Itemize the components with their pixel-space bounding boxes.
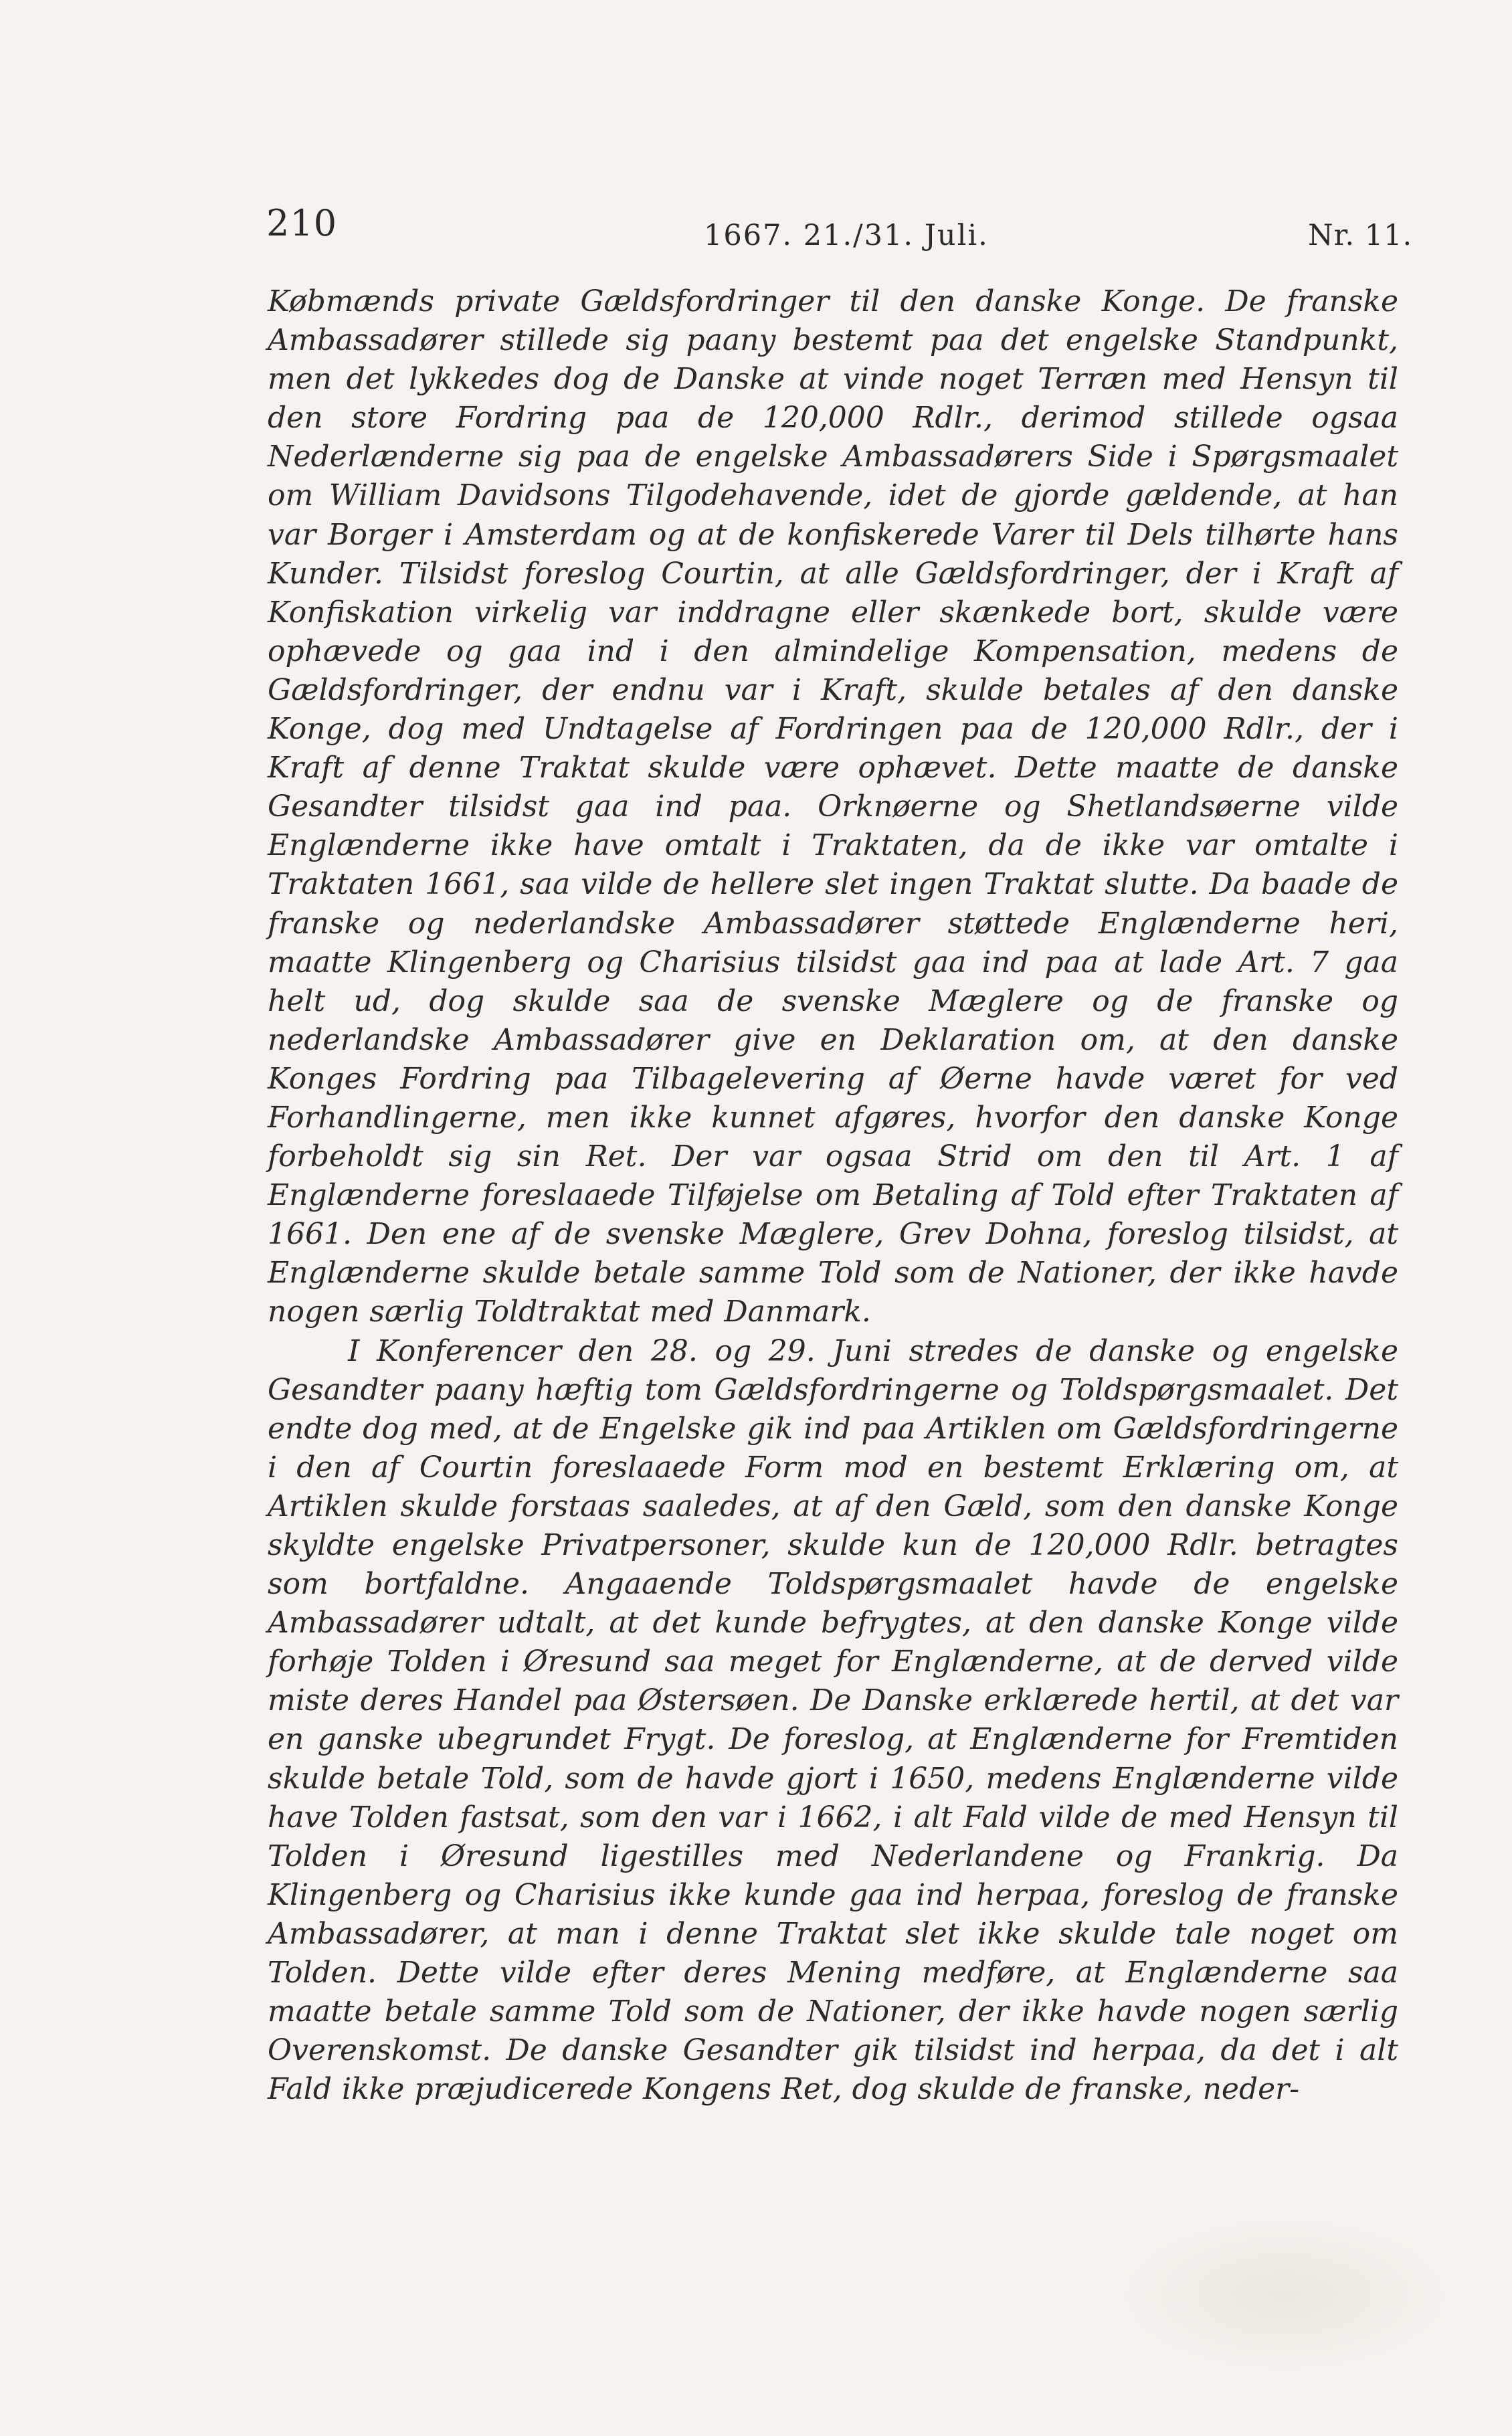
paragraph: I Konferencer den 28. og 29. Juni stredes de danske og engelske Gesandter paany hæftig tom Gældsfordringerne og Toldspørgsmaalet. Det endte dog med, at de Engelske gik ind paa Artiklen om Gældsfordringerne i den af Courtin foreslaaede Form mod en bestemt Erklæring om, at Artiklen skulde forstaas saaledes, at af den Gæld, som den danske Konge skyldte engelske Privatpersoner, skulde kun de 120,000 Rdlr. betragtes som bortfaldne. Angaaende Toldspørgsmaalet havde de engelske Ambassadører udtalt, at det kunde befrygtes, at den danske Konge vilde forhøje Tolden i Øresund saa meget for Englænderne, at de derved vilde miste deres Handel paa Østersøen. De Danske erklærede hertil, at det var en ganske ubegrundet Frygt. De foreslog, at Englænderne for Fremtiden skulde betale Told, som de havde gjort i 1650, medens Englænderne vilde have Tolden fastsat, som den var i 1662, i alt Fald vilde de med Hensyn til Tolden i Øresund ligestilles med Nederlandene og Frankrig. Da Klingenberg og Charisius ikke kunde gaa ind herpaa, foreslog de franske Ambassadører, at man i denne Traktat slet ikke skulde tale noget om Tolden. Dette vilde efter deres Mening medføre, at Englænderne saa maatte betale samme Told som de Nationer, der ikke havde nogen særlig Overenskomst. De danske Gesandter gik tilsidst ind herpaa, da det i alt Fald ikke præjudicerede Kongens Ret, dog skulde de franske, neder- [268, 1333, 1398, 2107]
paragraph: Købmænds private Gældsfordringer til den danske Konge. De franske Ambassadører stillede sig paany bestemt paa det engelske Standpunkt, men det lykkedes dog de Danske at vinde noget Terræn med Hensyn til den store Fordring paa de 120,000 Rdlr., derimod stillede ogsaa Nederlænderne sig paa de engelske Ambassadørers Side i Spørgsmaalet om William Davidsons Tilgodehavende, idet de gjorde gældende, at han var Borger i Amsterdam og at de konfiskerede Varer til Dels tilhørte hans Kunder. Tilsidst foreslog Courtin, at alle Gældsfordringer, der i Kraft af Konfiskation virkelig var inddragne eller skænkede bort, skulde være ophævede og gaa ind i den almindelige Kompensation, medens de Gældsfordringer, der endnu var i Kraft, skulde betales af den danske Konge, dog med Undtagelse af Fordringen paa de 120,000 Rdlr., der i Kraft af denne Traktat skulde være ophævet. Dette maatte de danske Gesandter tilsidst gaa ind paa. Orknøerne og Shetlandsøerne vilde Englænderne ikke have omtalt i Traktaten, da de ikke var omtalte i Traktaten 1661, saa vilde de hellere slet ingen Traktat slutte. Da baade de franske og nederlandske Ambassadører støttede Englænderne heri, maatte Klingenberg og Charisius tilsidst gaa ind paa at lade Art. 7 gaa helt ud, dog skulde saa de svenske Mæglere og de franske og nederlandske Ambassadører give en Deklaration om, at den danske Konges Fordring paa Tilbagelevering af Øerne havde været for ved Forhandlingerne, men ikke kunnet afgøres, hvorfor den danske Konge forbeholdt sig sin Ret. Der var ogsaa Strid om den til Art. 1 af Englænderne foreslaaede Tilføjelse om Betaling af Told efter Traktaten af 1661. Den ene af de svenske Mæglere, Grev Dohna, foreslog tilsidst, at Englænderne skulde betale samme Told som de Nationer, der ikke havde nogen særlig Toldtraktat med Danmark. [268, 284, 1398, 1329]
document-number: Nr. 11. [1308, 219, 1413, 252]
body-text [268, 282, 1398, 2109]
running-head: 1667. 21./31. Juli. [704, 219, 989, 252]
page-number: 210 [266, 202, 338, 244]
paper-stain [1097, 2208, 1472, 2382]
